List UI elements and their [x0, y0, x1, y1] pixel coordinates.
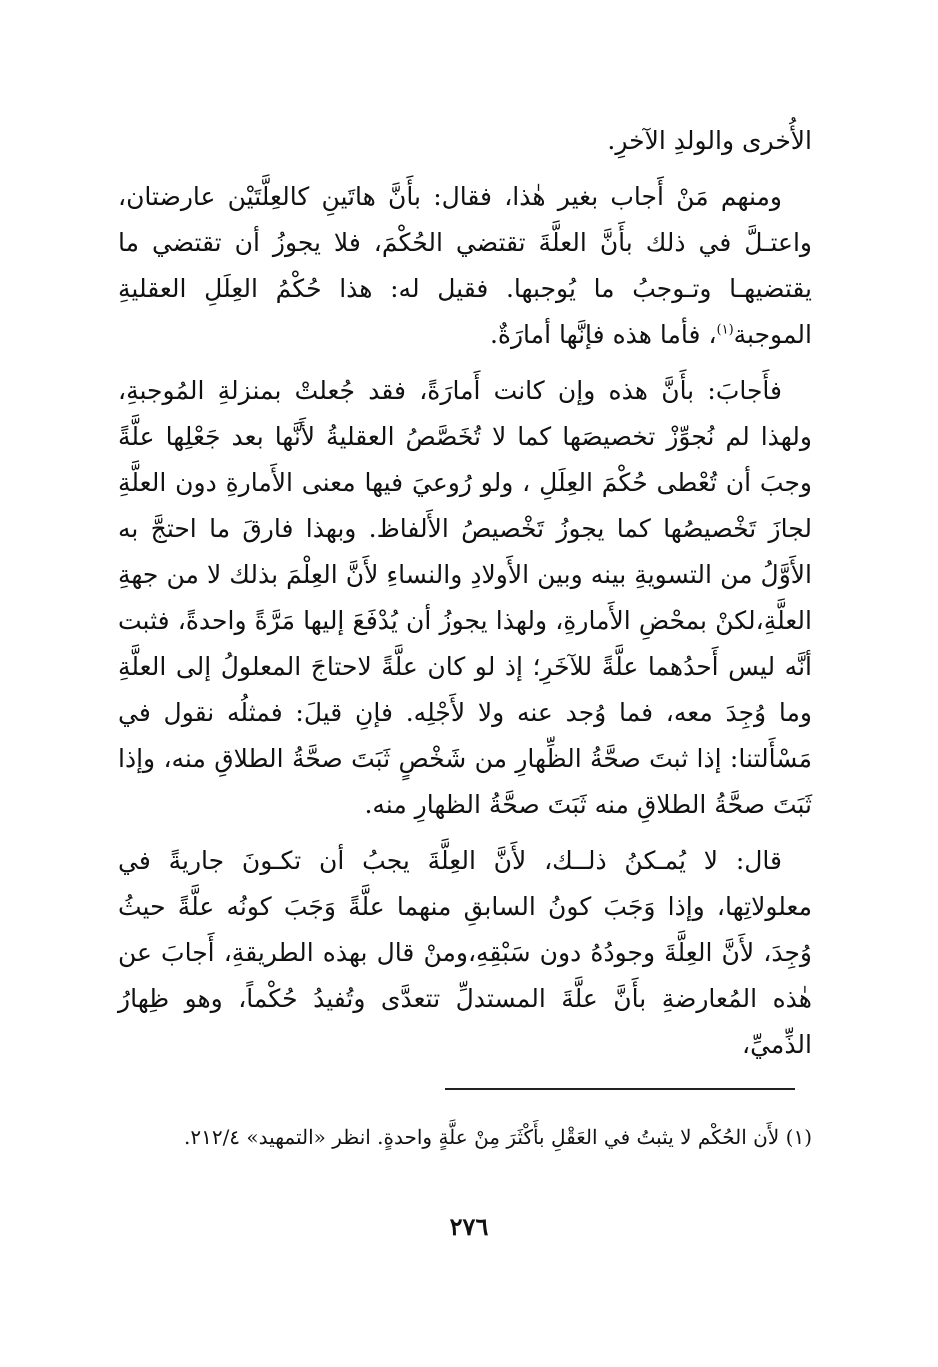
footnote-reference: (١) [716, 322, 734, 338]
paragraph-3-text: فأَجابَ: بأَنَّ هذه وإن كانت أَمارَةً، فقد جُعلتْ بمنزلةِ المُوجبةِ، ولهذا لم نُجوِّزْ تخصيصَها كما لا تُخَصَّصُ العقليةُ لأَنَّها بعد جَعْلِها علَّةً وجبَ أن تُعْطى حُكْمَ العِلَلِ ، ولو رُوعيَ فيها معنى الأَمارةِ دون العلَّةِ لجازَ تَخْصيصُها كما يجوزُ تَخْصيصُ الأَلفاظ. وبهذا فارقَ ما احتجَّ به الأَوَّلُ من التسويةِ بينه وبين الأَولادِ والنساءِ لأَنَّ العِلْمَ بذلك لا من جهةِ العلَّةِ،لكنْ بمحْضِ الأَمارةِ، ولهذا يجوزُ أن يُدْفَعَ إليها مَرَّةً واحدةً، فثبت أنَّه ليس أَحدُهما علَّةً للآخَرِ؛ إذ لو كان علَّةً لاحتاجَ المعلولُ إلى العلَّةِ وما وُجِدَ معه، فما وُجد عنه ولا لأَجْلِه. فإنِ قيلَ: فمثلُه نقول في مَسْأَلتنا: إذا ثبتَ صحَّةُ الظِّهارِ من شَخْصٍ ثَبَتَ صحَّةُ الطلاقِ منه، وإذا ثَبَتَ صحَّةُ الطلاقِ منه ثَبَتَ صحَّةُ الظهارِ منه. [118, 376, 812, 819]
paragraph-2-text: ومنهم مَنْ أَجاب بغير هٰذا، فقال: بأَنَّ هاتَينِ كالعِلَّتَيْن عارضتان، واعتـلَّ في ذلك بأَنَّ العلَّةَ تقتضي الحُكْمَ، فلا يجوزُ أن تقتضي ما يقتضيهـا وتـوجبُ ما يُوجبها. فقيل له: هذا حُكْمُ العِلَلِ العقليةِ الموجبة [118, 182, 812, 349]
paragraph-2-text-after: ، فأما هذه فإنَّها أمارَةٌ. [489, 320, 717, 349]
footnote-text: لأَن الحُكْم لا يثبتُ في العَقْلِ بأَكْثَرَ مِنْ علَّةٍ واحدةٍ. انظر «التمهيد» ٢١٢/٤. [183, 1125, 780, 1149]
footnote-separator [445, 1088, 795, 1090]
main-text [118, 118, 812, 1068]
page-number: ٢٧٦ [449, 1212, 489, 1241]
footnote-marker: (١) [785, 1125, 812, 1149]
paragraph-4-text: قال: لا يُمـكنُ ذلــك، لأَنَّ العِلَّةَ يجبُ أن تكـونَ جاريةً في معلولاتِها، وإذا وَجَبَ كونُ السابقِ منهما علَّةً وَجَبَ كونُه علَّةً حيثُ وُجِدَ، لأَنَّ العِلَّةَ وجودُهُ دون سَبْقِهِ،ومنْ قال بهذه الطريقةِ، أَجابَ عن هٰذه المُعارضةِ بأَنَّ علَّةَ المستدلِّ تتعدَّى وتُفيدُ حُكْماً، وهو ظِهارُ الذِّميِّ، [118, 846, 812, 1059]
paragraph-1 [118, 118, 812, 164]
paragraph-1-text: الأُخرى والولدِ الآخرِ. [607, 126, 812, 155]
paragraph-2 [118, 174, 812, 358]
paragraph-3 [118, 368, 812, 828]
footnote [118, 1118, 812, 1156]
paragraph-4 [118, 838, 812, 1068]
